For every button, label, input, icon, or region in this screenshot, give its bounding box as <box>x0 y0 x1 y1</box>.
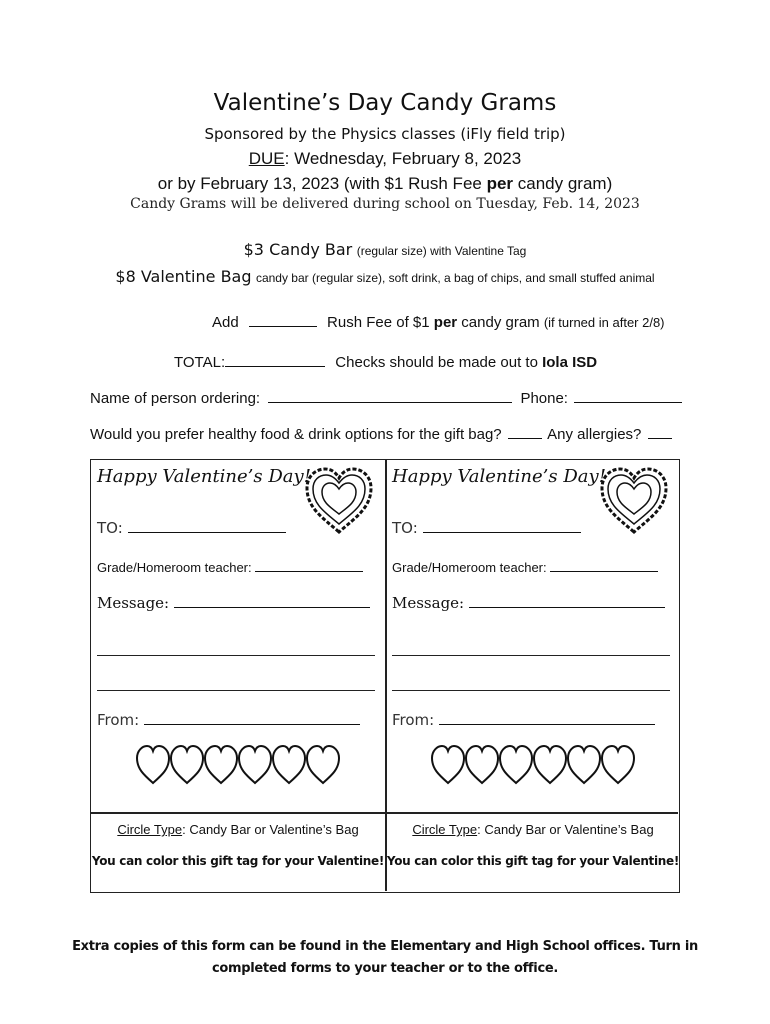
rush-deadline-post: candy gram) <box>513 174 613 193</box>
grade-line <box>392 557 658 575</box>
from-blank[interactable] <box>439 710 655 725</box>
rush-deadline-bold: per <box>486 174 514 193</box>
circle-type-label: Circle Type <box>117 822 183 837</box>
hearts-row-icon <box>430 743 636 787</box>
preference-line <box>90 424 672 443</box>
page-title: Valentine’s Day Candy Grams <box>213 90 557 116</box>
grade-line <box>97 557 363 575</box>
message-rule-1[interactable] <box>97 655 375 656</box>
circle-type-options: : Candy Bar or Valentine’s Bag <box>477 822 654 837</box>
to-label: TO: <box>392 519 418 537</box>
option-bag-price: $8 Valentine Bag <box>115 267 252 286</box>
allergy-label: Any allergies? <box>547 426 642 443</box>
message-line <box>392 593 665 612</box>
lace-heart-icon <box>598 466 670 536</box>
extra-copies-line-1: Extra copies of this form can be found in the Elementary and High School offices. Turn in <box>72 939 698 954</box>
total-line <box>174 352 597 371</box>
gift-tag-right <box>386 460 680 812</box>
rush-fee-post: candy gram <box>457 314 540 331</box>
from-line <box>392 710 655 729</box>
message-line <box>97 593 370 612</box>
checks-bold: Iola ISD <box>542 354 598 371</box>
tag-footer-right <box>386 815 680 868</box>
from-blank[interactable] <box>144 710 360 725</box>
phone-blank[interactable] <box>574 388 682 403</box>
option-candy-bar-desc: (regular size) with Valentine Tag <box>356 244 527 258</box>
grade-blank[interactable] <box>255 557 363 572</box>
to-line <box>97 518 286 537</box>
pref-label: Would you prefer healthy food & drink options for the gift bag? <box>90 426 502 443</box>
sponsor-line: Sponsored by the Physics classes (iFly field trip) <box>204 125 566 143</box>
to-line <box>392 518 581 537</box>
phone-label: Phone: <box>520 390 568 407</box>
option-valentine-bag <box>0 267 770 287</box>
message-blank[interactable] <box>174 593 370 608</box>
name-label: Name of person ordering: <box>90 390 261 407</box>
allergy-blank[interactable] <box>648 424 672 439</box>
option-candy-bar-price: $3 Candy Bar <box>243 240 353 259</box>
message-rule-1[interactable] <box>392 655 670 656</box>
delivery-line: Candy Grams will be delivered during school on Tuesday, Feb. 14, 2023 <box>130 196 640 212</box>
color-note: You can color this gift tag for your Valentine! <box>91 854 385 868</box>
rush-fee-pre: Rush Fee of $1 <box>327 314 434 331</box>
gift-tag-left <box>91 460 385 812</box>
due-date: : Wednesday, February 8, 2023 <box>284 149 522 168</box>
message-blank[interactable] <box>469 593 665 608</box>
from-line <box>97 710 360 729</box>
message-label: Message: <box>97 594 170 612</box>
message-rule-2[interactable] <box>97 690 375 691</box>
to-blank[interactable] <box>423 518 581 533</box>
grade-blank[interactable] <box>550 557 658 572</box>
option-candy-bar <box>0 240 770 260</box>
grade-label: Grade/Homeroom teacher: <box>97 560 252 575</box>
to-label: TO: <box>97 519 123 537</box>
tag-greeting: Happy Valentine’s Day! <box>392 466 606 487</box>
message-label: Message: <box>392 594 465 612</box>
grade-label: Grade/Homeroom teacher: <box>392 560 547 575</box>
rush-fee-blank[interactable] <box>249 312 317 327</box>
lace-heart-icon <box>303 466 375 536</box>
due-line <box>0 149 770 169</box>
name-blank[interactable] <box>268 388 512 403</box>
rush-fee-note: (if turned in after 2/8) <box>543 315 665 330</box>
circle-type-label: Circle Type <box>412 822 478 837</box>
color-note: You can color this gift tag for your Valentine! <box>386 854 680 868</box>
to-blank[interactable] <box>128 518 286 533</box>
divider-horizontal <box>91 812 678 814</box>
total-label: TOTAL: <box>174 354 226 371</box>
add-label: Add <box>212 314 239 331</box>
gift-tag-sheet <box>90 459 680 893</box>
pref-blank[interactable] <box>508 424 542 439</box>
rush-fee-bold: per <box>433 314 458 331</box>
checks-pre: Checks should be made out to <box>335 354 543 371</box>
option-bag-desc: candy bar (regular size), soft drink, a bag of chips, and small stuffed animal <box>255 271 655 285</box>
from-label: From: <box>392 711 435 729</box>
extra-copies-note <box>0 936 770 980</box>
due-label: DUE <box>248 149 285 168</box>
rush-deadline-line <box>0 174 770 194</box>
rush-fee-line <box>212 312 665 331</box>
circle-type-options: : Candy Bar or Valentine’s Bag <box>182 822 359 837</box>
tag-greeting: Happy Valentine’s Day! <box>97 466 311 487</box>
hearts-row-icon <box>135 743 341 787</box>
total-blank[interactable] <box>225 352 325 367</box>
circle-type-line <box>91 822 385 837</box>
rush-deadline-pre: or by February 13, 2023 (with $1 Rush Fee <box>157 174 487 193</box>
circle-type-line <box>386 822 680 837</box>
extra-copies-line-2: completed forms to your teacher or to the office. <box>211 961 559 976</box>
from-label: From: <box>97 711 140 729</box>
tag-footer-left <box>91 815 385 868</box>
name-line <box>90 388 682 407</box>
message-rule-2[interactable] <box>392 690 670 691</box>
